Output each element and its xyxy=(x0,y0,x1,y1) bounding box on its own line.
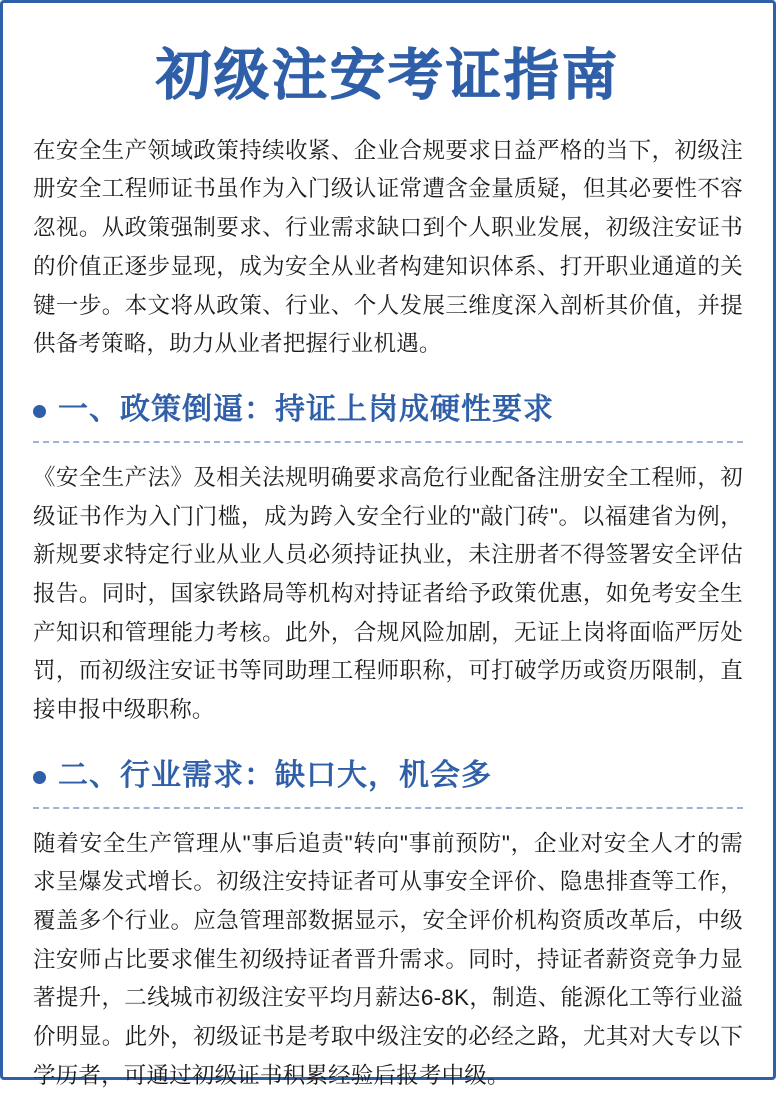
bullet-dot-icon xyxy=(33,771,46,784)
section-divider xyxy=(33,441,743,443)
section-industry xyxy=(33,756,743,1096)
intro-paragraph: 在安全生产领域政策持续收紧、企业合规要求日益严格的当下，初级注册安全工程师证书虽作为入门级认证常遭含金量质疑，但其必要性不容忽视。从政策强制要求、行业需求缺口到个人职业发展，初级注安证书的价值正逐步显现，成为安全从业者构建知识体系、打开职业通道的关键一步。本文将从政策、行业、个人发展三维度深入剖析其价值，并提供备考策略，助力从业者把握行业机遇。 xyxy=(33,137,743,357)
section-divider xyxy=(33,807,743,809)
document-body xyxy=(3,3,773,1088)
bullet-dot-icon xyxy=(33,405,46,418)
section-industry-header xyxy=(33,756,743,795)
page-title: 初级注安考证指南 xyxy=(155,43,620,107)
section-industry-body: 随着安全生产管理从"事后追责"转向"事前预防"，企业对安全人才的需求呈爆发式增长。初级注安持证者可从事安全评价、隐患排查等工作，覆盖多个行业。应急管理部数据显示，安全评价机构资质改革后，中级注安师占比要求催生初级持证者晋升需求。同时，持证者薪资竞争力显著提升，二线城市初级注安平均月薪达6-8K，制造、能源化工等行业溢价明显。此外，初级证书是考取中级注安的必经之路，尤其对大专以下学历者，可通过初级证书积累经验后报考中级。 xyxy=(33,830,743,1088)
section-policy-body: 《安全生产法》及相关法规明确要求高危行业配备注册安全工程师，初级证书作为入门门槛，成为跨入安全行业的"敲门砖"。以福建省为例，新规要求特定行业从业人员必须持证执业，未注册者不得签署安全评估报告。同时，国家铁路局等机构对持证者给予政策优惠，如免考安全生产知识和管理能力考核。此外，合规风险加剧，无证上岗将面临严厉处罚，而初级注安证书等同助理工程师职称，可打破学历或资历限制，直接申报中级职称。 xyxy=(33,464,743,722)
section-policy xyxy=(33,390,743,730)
section-policy-title: 一、政策倒逼：持证上岗成硬性要求 xyxy=(58,391,554,427)
section-industry-title: 二、行业需求：缺口大，机会多 xyxy=(58,757,492,793)
section-policy-header xyxy=(33,390,743,429)
